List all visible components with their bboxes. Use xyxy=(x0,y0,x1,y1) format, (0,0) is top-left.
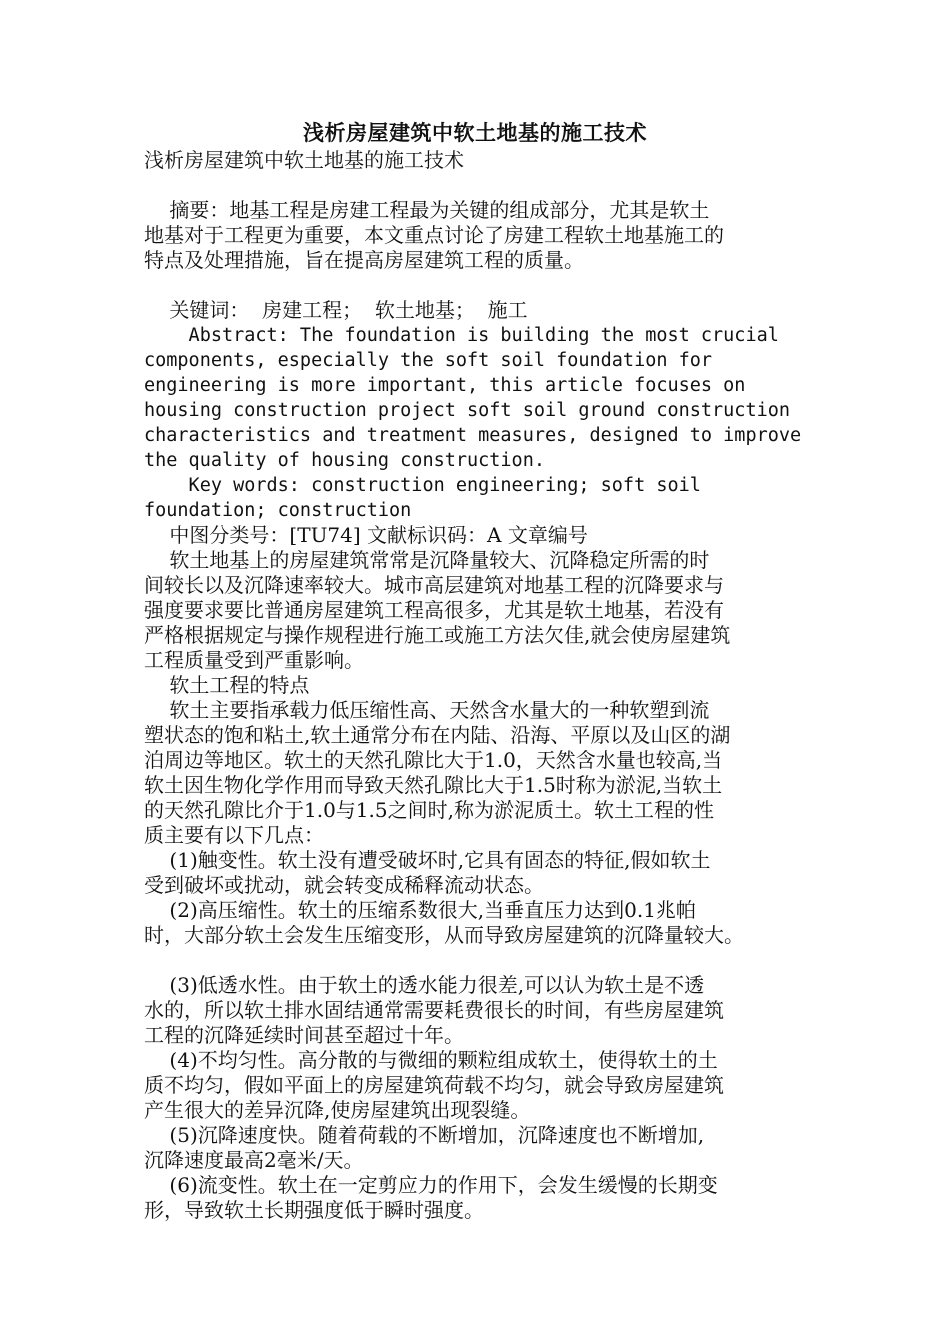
keywords-en-line: Key words: construction engineering; soft soil xyxy=(144,475,701,496)
abstract-cn-line: 摘要：地基工程是房建工程最为关键的组成部分，尤其是软土 xyxy=(144,198,710,222)
body-paragraph-line: 软土主要指承载力低压缩性高、天然含水量大的一种软塑到流 xyxy=(144,698,710,722)
body-paragraph-line: 软土地基上的房屋建筑常常是沉降量较大、沉降稳定所需的时 xyxy=(144,548,710,572)
classification-line: 中图分类号：[TU74] 文献标识码：A 文章编号 xyxy=(144,523,588,547)
blank-line xyxy=(144,273,806,298)
body-paragraph-line: 软土因生物化学作用而导致天然孔隙比大于1.5时称为淤泥,当软土 xyxy=(144,773,723,797)
list-item-line: 沉降速度最高2毫米/天。 xyxy=(144,1148,364,1172)
list-item-line: (3)低透水性。由于软土的透水能力很差,可以认为软土是不透 xyxy=(144,973,705,997)
document-subtitle: 浅析房屋建筑中软土地基的施工技术 xyxy=(144,148,464,172)
body-paragraph-line: 的天然孔隙比介于1.0与1.5之间时,称为淤泥质土。软土工程的性 xyxy=(144,798,714,822)
body-paragraph-line: 质主要有以下几点： xyxy=(144,823,324,847)
list-item-line: 水的，所以软土排水固结通常需要耗费很长的时间，有些房屋建筑 xyxy=(144,998,724,1022)
list-item-line: 形，导致软土长期强度低于瞬时强度。 xyxy=(144,1198,484,1222)
keywords-en-line: foundation; construction xyxy=(144,500,412,521)
body-paragraph-line: 严格根据规定与操作规程进行施工或施工方法欠佳,就会使房屋建筑 xyxy=(144,623,731,647)
body-paragraph-line: 工程质量受到严重影响。 xyxy=(144,648,364,672)
abstract-cn-line: 特点及处理措施，旨在提高房屋建筑工程的质量。 xyxy=(144,248,584,272)
blank-line xyxy=(144,948,806,973)
abstract-en-line: components, especially the soft soil foundation for xyxy=(144,350,713,371)
blank-line xyxy=(144,173,806,198)
document-page xyxy=(144,118,806,1223)
abstract-en-line: the quality of housing construction. xyxy=(144,450,545,471)
list-item-line: (1)触变性。软土没有遭受破坏时,它具有固态的特征,假如软土 xyxy=(144,848,711,872)
section-heading: 软土工程的特点 xyxy=(144,673,310,697)
list-item-line: (2)高压缩性。软土的压缩系数很大,当垂直压力达到0.1兆帕 xyxy=(144,898,696,922)
body-paragraph-line: 强度要求要比普通房屋建筑工程高很多，尤其是软土地基，若没有 xyxy=(144,598,724,622)
body-paragraph-line: 塑状态的饱和粘土,软土通常分布在内陆、沿海、平原以及山区的湖 xyxy=(144,723,731,747)
list-item-line: 产生很大的差异沉降,使房屋建筑出现裂缝。 xyxy=(144,1098,531,1122)
body-paragraph-line: 间较长以及沉降速率较大。城市高层建筑对地基工程的沉降要求与 xyxy=(144,573,724,597)
abstract-cn-line: 地基对于工程更为重要，本文重点讨论了房建工程软土地基施工的 xyxy=(144,223,724,247)
list-item-line: (4)不均匀性。高分散的与微细的颗粒组成软土，使得软土的土 xyxy=(144,1048,718,1072)
body-paragraph-line: 泊周边等地区。软土的天然孔隙比大于1.0，天然含水量也较高,当 xyxy=(144,748,723,772)
list-item-line: 时，大部分软土会发生压缩变形，从而导致房屋建筑的沉降量较大。 xyxy=(144,923,744,947)
abstract-en-line: characteristics and treatment measures, designed to improve xyxy=(144,425,802,446)
list-item-line: 工程的沉降延续时间甚至超过十年。 xyxy=(144,1023,464,1047)
list-item-line: 受到破坏或扰动，就会转变成稀释流动状态。 xyxy=(144,873,544,897)
list-item-line: (5)沉降速度快。随着荷载的不断增加，沉降速度也不断增加, xyxy=(144,1123,705,1147)
list-item-line: 质不均匀，假如平面上的房屋建筑荷载不均匀，就会导致房屋建筑 xyxy=(144,1073,724,1097)
keywords-cn-line: 关键词： 房建工程； 软土地基； 施工 xyxy=(144,298,528,322)
abstract-en-line: Abstract: The foundation is building the most crucial xyxy=(144,325,779,346)
list-item-line: (6)流变性。软土在一定剪应力的作用下，会发生缓慢的长期变 xyxy=(144,1173,718,1197)
abstract-en-line: engineering is more important, this article focuses on xyxy=(144,375,746,396)
abstract-en-line: housing construction project soft soil ground construction xyxy=(144,400,791,421)
document-title: 浅析房屋建筑中软土地基的施工技术 xyxy=(303,120,647,145)
